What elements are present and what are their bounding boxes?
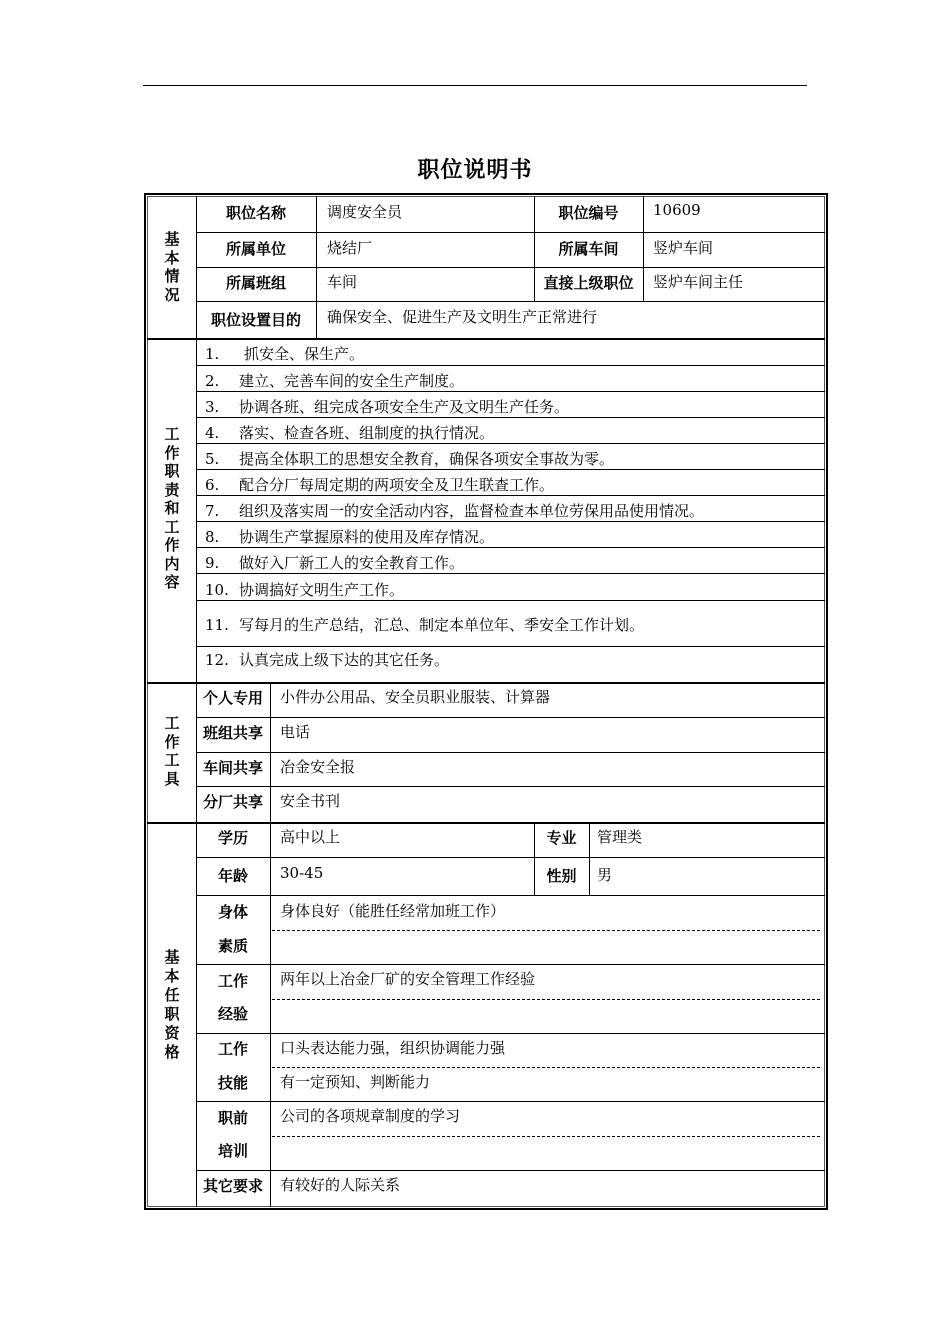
position-code-label: 职位编号 <box>558 204 619 222</box>
tool-label-workshop: 车间共享 <box>202 759 263 777</box>
duty-item: 8. 协调生产掌握原料的使用及库存情况。 <box>205 528 495 546</box>
physical-label-line2: 素质 <box>217 937 248 955</box>
tool-label-personal: 个人专用 <box>202 689 263 707</box>
tool-value-personal: 小件办公用品、安全员职业服装、计算器 <box>280 688 551 706</box>
dashed-line <box>272 999 820 1000</box>
tool-value-workshop: 冶金安全报 <box>280 758 356 776</box>
physical-label-line1: 身体 <box>217 903 248 921</box>
col-line <box>589 822 590 895</box>
section-separator <box>147 682 825 684</box>
training-label-line2: 培训 <box>217 1142 248 1160</box>
education-label: 学历 <box>217 829 248 847</box>
duty-item: 3. 协调各班、组完成各项安全生产及文明生产任务。 <box>205 398 570 416</box>
section-separator <box>147 338 825 340</box>
experience-label-line2: 经验 <box>217 1005 248 1023</box>
skills-label-line2: 技能 <box>217 1074 248 1092</box>
duty-item: 7. 组织及落实周一的安全活动内容，监督检查本单位劳保用品使用情况。 <box>205 502 705 520</box>
col-line <box>643 196 644 301</box>
row-line <box>196 521 825 522</box>
workshop-label: 所属车间 <box>558 240 619 258</box>
row-line <box>196 895 825 896</box>
row-line <box>196 469 825 470</box>
duty-item: 2. 建立、完善车间的安全生产制度。 <box>205 372 465 390</box>
skills-value-line1: 口头表达能力强，组织协调能力强 <box>280 1039 506 1057</box>
col-line <box>316 196 317 338</box>
row-line <box>196 391 825 392</box>
unit-label: 所属单位 <box>225 240 286 258</box>
unit-value: 烧结厂 <box>327 239 373 257</box>
skills-value-line2: 有一定预知、判断能力 <box>280 1073 431 1091</box>
duty-item: 5. 提高全体职工的思想安全教育，确保各项安全事故为零。 <box>205 450 615 468</box>
duty-item: 1. 抓安全、保生产。 <box>205 345 365 363</box>
position-name-value: 调度安全员 <box>327 203 403 221</box>
tool-value-branch: 安全书刊 <box>280 792 341 810</box>
row-line <box>196 717 825 718</box>
row-line <box>196 1033 825 1034</box>
col-line <box>270 682 271 822</box>
section-label-duties: 工作职责和工作内容 <box>164 425 180 591</box>
row-line <box>196 573 825 574</box>
row-line <box>196 417 825 418</box>
row-line <box>196 232 825 233</box>
duty-item: 6. 配合分厂每周定期的两项安全及卫生联查工作。 <box>205 476 555 494</box>
row-line <box>196 495 825 496</box>
row-line <box>196 365 825 366</box>
team-value: 车间 <box>327 273 358 291</box>
team-label: 所属班组 <box>225 274 286 292</box>
duty-item: 4. 落实、检查各班、组制度的执行情况。 <box>205 424 495 442</box>
tool-value-team: 电话 <box>280 723 311 741</box>
physical-value: 身体良好（能胜任经常加班工作） <box>280 902 506 920</box>
superior-value: 竖炉车间主任 <box>653 273 744 291</box>
row-line <box>196 443 825 444</box>
age-value: 30-45 <box>280 864 324 882</box>
experience-value: 两年以上冶金厂矿的安全管理工作经验 <box>280 970 536 988</box>
section-separator <box>147 822 825 824</box>
major-label: 专业 <box>546 829 577 847</box>
row-line <box>196 301 825 302</box>
row-line <box>196 1170 825 1171</box>
position-code-value: 10609 <box>653 201 701 219</box>
row-line <box>196 600 825 601</box>
training-value: 公司的各项规章制度的学习 <box>280 1107 461 1125</box>
header-rule <box>143 85 807 86</box>
dashed-line <box>272 1136 820 1137</box>
duty-item: 11. 写每月的生产总结，汇总、制定本单位年、季安全工作计划。 <box>205 616 645 634</box>
tool-label-team: 班组共享 <box>202 724 263 742</box>
tool-label-branch: 分厂共享 <box>202 793 263 811</box>
section-label-basic-info: 基本情况 <box>164 230 180 304</box>
duty-item: 12. 认真完成上级下达的其它任务。 <box>205 651 450 669</box>
duty-item: 9. 做好入厂新工人的安全教育工作。 <box>205 554 465 572</box>
education-value: 高中以上 <box>280 828 341 846</box>
experience-label-line1: 工作 <box>217 972 248 990</box>
row-line <box>196 1101 825 1102</box>
workshop-value: 竖炉车间 <box>653 239 714 257</box>
page-title: 职位说明书 <box>417 158 533 183</box>
superior-label: 直接上级职位 <box>543 274 634 292</box>
skills-label-line1: 工作 <box>217 1040 248 1058</box>
training-label-line1: 职前 <box>217 1109 248 1127</box>
row-line <box>196 786 825 787</box>
col-line <box>270 822 271 1207</box>
major-value: 管理类 <box>597 828 643 846</box>
dashed-line <box>272 930 820 931</box>
row-line <box>196 857 825 858</box>
gender-label: 性别 <box>546 867 577 885</box>
row-line <box>196 547 825 548</box>
gender-value: 男 <box>597 866 613 884</box>
other-value: 有较好的人际关系 <box>280 1176 401 1194</box>
row-line <box>196 752 825 753</box>
row-line <box>196 267 825 268</box>
row-line <box>196 646 825 647</box>
purpose-label: 职位设置目的 <box>210 311 301 329</box>
section-label-qualifications: 基本任职资格 <box>164 948 180 1061</box>
duty-item: 10. 协调搞好文明生产工作。 <box>205 581 405 599</box>
dashed-line <box>272 1067 820 1068</box>
purpose-value: 确保安全、促进生产及文明生产正常进行 <box>327 308 598 326</box>
row-line <box>196 964 825 965</box>
section-label-tools: 工作工具 <box>164 714 180 788</box>
age-label: 年龄 <box>217 867 248 885</box>
position-name-label: 职位名称 <box>225 204 286 222</box>
other-label: 其它要求 <box>202 1177 263 1195</box>
